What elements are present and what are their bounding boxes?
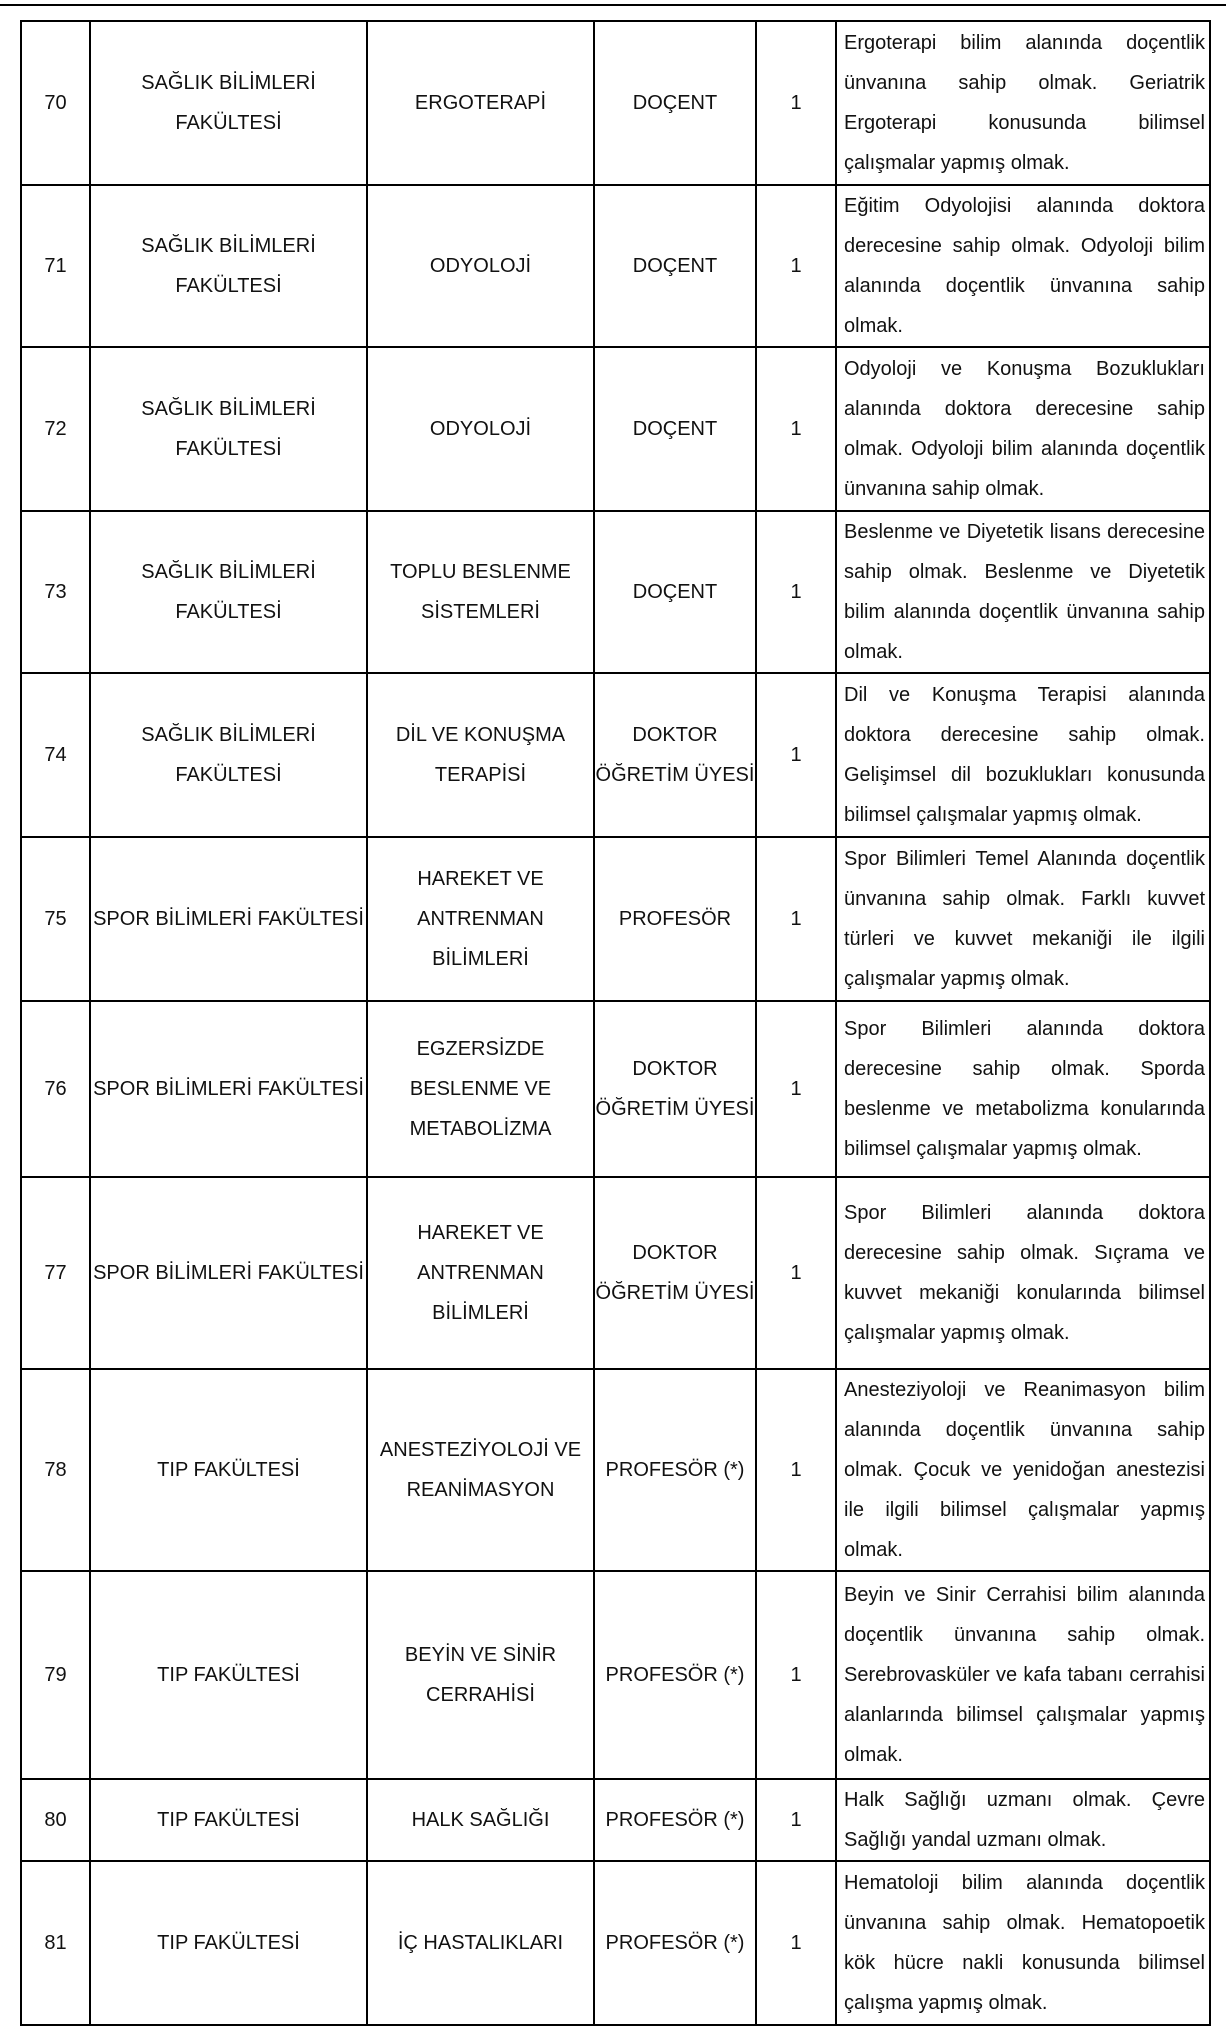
requirement-cell: Odyoloji ve Konuşma Bozuklukları alanında doktora derecesine sahip olmak. Odyoloji bilim alanında doçentlik ünvanına sahip olmak. (836, 347, 1210, 511)
department-cell: İÇ HASTALIKLARI (367, 1861, 594, 2025)
faculty-cell: SPOR BİLİMLERİ FAKÜLTESİ (90, 837, 367, 1001)
faculty-cell: SPOR BİLİMLERİ FAKÜLTESİ (90, 1177, 367, 1369)
table-row (21, 1369, 1210, 1571)
row-number: 70 (21, 21, 90, 185)
count-cell: 1 (756, 347, 836, 511)
title-cell: DOÇENT (594, 21, 756, 185)
department-cell: ODYOLOJİ (367, 347, 594, 511)
department-cell: HAREKET VE ANTRENMAN BİLİMLERİ (367, 837, 594, 1001)
count-cell: 1 (756, 1177, 836, 1369)
row-number: 74 (21, 673, 90, 837)
count-cell: 1 (756, 837, 836, 1001)
top-rule (0, 4, 1226, 6)
table-row (21, 511, 1210, 673)
count-cell: 1 (756, 1001, 836, 1177)
title-cell: DOKTOR ÖĞRETİM ÜYESİ (594, 1001, 756, 1177)
table-row (21, 1571, 1210, 1779)
department-cell: BEYİN VE SİNİR CERRAHİSİ (367, 1571, 594, 1779)
row-number: 72 (21, 347, 90, 511)
requirement-cell: Hematoloji bilim alanında doçentlik ünvanına sahip olmak. Hematopoetik kök hücre nakli konusunda bilimsel çalışma yapmış olmak. (836, 1861, 1210, 2025)
row-number: 77 (21, 1177, 90, 1369)
count-cell: 1 (756, 511, 836, 673)
row-number: 76 (21, 1001, 90, 1177)
table-row (21, 1177, 1210, 1369)
faculty-cell: SAĞLIK BİLİMLERİ FAKÜLTESİ (90, 185, 367, 347)
department-cell: DİL VE KONUŞMA TERAPİSİ (367, 673, 594, 837)
row-number: 71 (21, 185, 90, 347)
department-cell: HALK SAĞLIĞI (367, 1779, 594, 1861)
table-row (21, 673, 1210, 837)
row-number: 78 (21, 1369, 90, 1571)
count-cell: 1 (756, 1861, 836, 2025)
requirement-cell: Beyin ve Sinir Cerrahisi bilim alanında doçentlik ünvanına sahip olmak. Serebrovasküler ve kafa tabanı cerrahisi alanlarında bilimsel çalışmalar yapmış olmak. (836, 1571, 1210, 1779)
department-cell: ERGOTERAPİ (367, 21, 594, 185)
table-row (21, 21, 1210, 185)
faculty-cell: TIP FAKÜLTESİ (90, 1571, 367, 1779)
count-cell: 1 (756, 1779, 836, 1861)
faculty-cell: SPOR BİLİMLERİ FAKÜLTESİ (90, 1001, 367, 1177)
row-number: 81 (21, 1861, 90, 2025)
title-cell: PROFESÖR (594, 837, 756, 1001)
requirement-cell: Dil ve Konuşma Terapisi alanında doktora derecesine sahip olmak. Gelişimsel dil bozuklukları konusunda bilimsel çalışmalar yapmış olmak. (836, 673, 1210, 837)
title-cell: PROFESÖR (*) (594, 1571, 756, 1779)
count-cell: 1 (756, 1369, 836, 1571)
requirement-cell: Beslenme ve Diyetetik lisans derecesine sahip olmak. Beslenme ve Diyetetik bilim alanında doçentlik ünvanına sahip olmak. (836, 511, 1210, 673)
table-row (21, 1001, 1210, 1177)
title-cell: DOÇENT (594, 185, 756, 347)
faculty-cell: SAĞLIK BİLİMLERİ FAKÜLTESİ (90, 21, 367, 185)
requirement-cell: Spor Bilimleri Temel Alanında doçentlik ünvanına sahip olmak. Farklı kuvvet türleri ve kuvvet mekaniği ile ilgili çalışmalar yapmış olmak. (836, 837, 1210, 1001)
table-row (21, 185, 1210, 347)
title-cell: PROFESÖR (*) (594, 1369, 756, 1571)
title-cell: DOKTOR ÖĞRETİM ÜYESİ (594, 1177, 756, 1369)
requirement-cell: Eğitim Odyolojisi alanında doktora derecesine sahip olmak. Odyoloji bilim alanında doçentlik ünvanına sahip olmak. (836, 185, 1210, 347)
count-cell: 1 (756, 673, 836, 837)
table-row (21, 1779, 1210, 1861)
faculty-cell: TIP FAKÜLTESİ (90, 1369, 367, 1571)
title-cell: DOKTOR ÖĞRETİM ÜYESİ (594, 673, 756, 837)
requirement-cell: Spor Bilimleri alanında doktora derecesine sahip olmak. Sıçrama ve kuvvet mekaniği konularında bilimsel çalışmalar yapmış olmak. (836, 1177, 1210, 1369)
department-cell: TOPLU BESLENME SİSTEMLERİ (367, 511, 594, 673)
requirement-cell: Ergoterapi bilim alanında doçentlik ünvanına sahip olmak. Geriatrik Ergoterapi konusunda bilimsel çalışmalar yapmış olmak. (836, 21, 1210, 185)
requirement-cell: Anesteziyoloji ve Reanimasyon bilim alanında doçentlik ünvanına sahip olmak. Çocuk ve yenidoğan anestezisi ile ilgili bilimsel çalışmalar yapmış olmak. (836, 1369, 1210, 1571)
faculty-cell: TIP FAKÜLTESİ (90, 1779, 367, 1861)
title-cell: DOÇENT (594, 511, 756, 673)
count-cell: 1 (756, 1571, 836, 1779)
faculty-cell: TIP FAKÜLTESİ (90, 1861, 367, 2025)
faculty-cell: SAĞLIK BİLİMLERİ FAKÜLTESİ (90, 511, 367, 673)
row-number: 73 (21, 511, 90, 673)
row-number: 75 (21, 837, 90, 1001)
department-cell: EGZERSİZDE BESLENME VE METABOLİZMA (367, 1001, 594, 1177)
department-cell: ODYOLOJİ (367, 185, 594, 347)
requirement-cell: Halk Sağlığı uzmanı olmak. Çevre Sağlığı yandal uzmanı olmak. (836, 1779, 1210, 1861)
title-cell: PROFESÖR (*) (594, 1861, 756, 2025)
table-body (21, 21, 1210, 2025)
requirement-cell: Spor Bilimleri alanında doktora derecesine sahip olmak. Sporda beslenme ve metabolizma konularında bilimsel çalışmalar yapmış olmak. (836, 1001, 1210, 1177)
faculty-cell: SAĞLIK BİLİMLERİ FAKÜLTESİ (90, 347, 367, 511)
row-number: 80 (21, 1779, 90, 1861)
title-cell: DOÇENT (594, 347, 756, 511)
position-table (20, 20, 1211, 2026)
table-row (21, 347, 1210, 511)
faculty-cell: SAĞLIK BİLİMLERİ FAKÜLTESİ (90, 673, 367, 837)
department-cell: HAREKET VE ANTRENMAN BİLİMLERİ (367, 1177, 594, 1369)
count-cell: 1 (756, 21, 836, 185)
table-row (21, 1861, 1210, 2025)
count-cell: 1 (756, 185, 836, 347)
table-row (21, 837, 1210, 1001)
title-cell: PROFESÖR (*) (594, 1779, 756, 1861)
row-number: 79 (21, 1571, 90, 1779)
department-cell: ANESTEZİYOLOJİ VE REANİMASYON (367, 1369, 594, 1571)
